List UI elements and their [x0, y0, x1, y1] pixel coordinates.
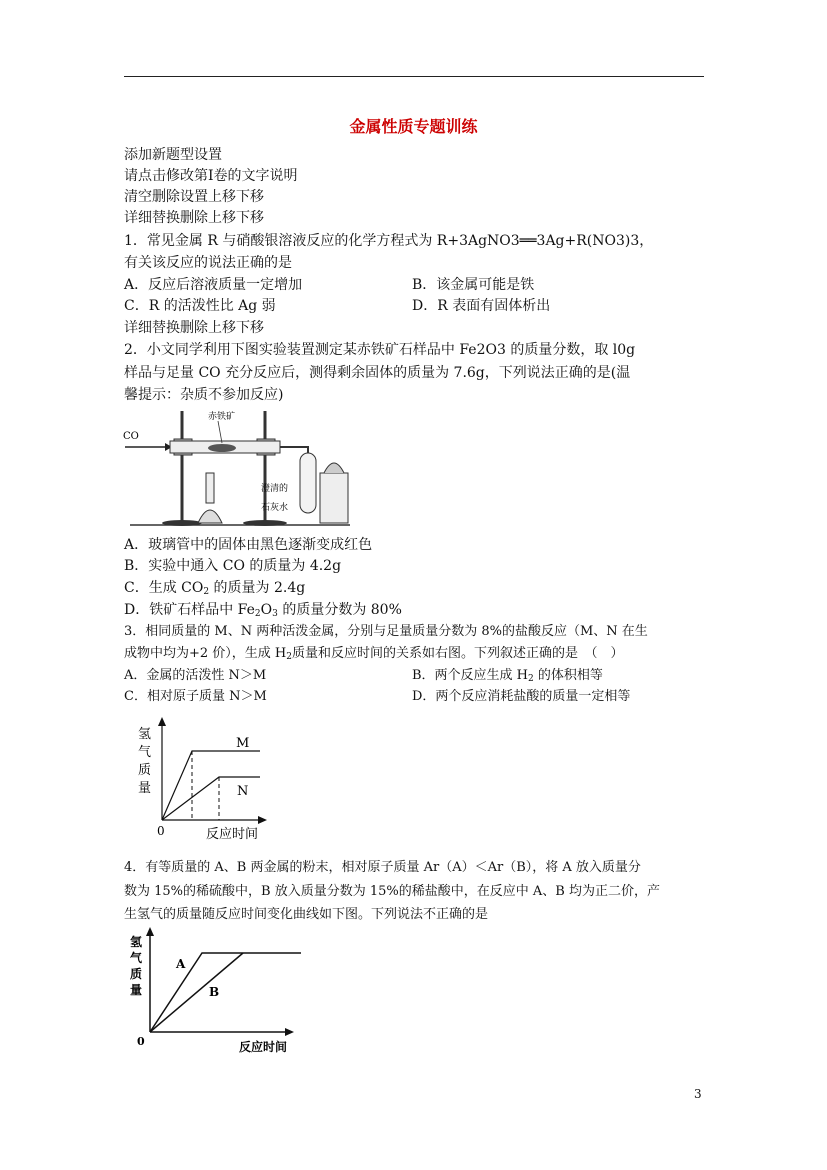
- q2-collector: [320, 473, 348, 523]
- q4-ylabel-1: 氢: [130, 935, 143, 949]
- q2-option-a: A．玻璃管中的固体由黑色逐渐变成红色: [124, 537, 373, 553]
- q1-stem-2: 有关该反应的说法正确的是: [124, 255, 292, 271]
- q4-origin: 0: [137, 1035, 145, 1048]
- q4-y-arrow: [146, 927, 154, 936]
- q4-x-arrow: [285, 1028, 294, 1036]
- q4-stem-3: 生氢气的质量随反应时间变化曲线如下图。下列说法不正确的是: [124, 907, 489, 922]
- q3-option-a: A．金属的活泼性 N＞M: [124, 668, 267, 683]
- q2-limewater-label-2: 石灰水: [261, 503, 289, 513]
- q3-label-n: N: [237, 784, 249, 799]
- q4-curve-a: [150, 953, 301, 1032]
- q2-option-b: B．实验中通入 CO 的质量为 4.2g: [124, 558, 342, 574]
- q3-hydrogen-graph: [130, 714, 280, 844]
- q4-label-b: B: [209, 985, 220, 999]
- q4-hydrogen-graph: [125, 924, 310, 1054]
- q3-option-c: C．相对原子质量 N＞M: [124, 689, 267, 704]
- q2-stem-1: 2．小文同学利用下图实验装置测定某赤铁矿石样品中 Fe2O3 的质量分数，取 l0g: [124, 342, 636, 358]
- q3-ylabel-1: 氢: [138, 727, 152, 742]
- page-title: 金属性质专题训练: [349, 117, 478, 136]
- q2-ore-label: 赤铁矿: [208, 412, 236, 422]
- ctrl-line-2: 详细替换删除上移下移: [124, 320, 264, 336]
- q3-option-d: D．两个反应消耗盐酸的质量一定相等: [412, 689, 631, 704]
- header-line-3: 清空删除设置上移下移: [124, 189, 264, 205]
- q2-collector-top: [324, 463, 344, 473]
- q4-xlabel: 反应时间: [239, 1040, 288, 1054]
- q3-stem-1: 3．相同质量的 M、N 两种活泼金属，分别与足量质量分数为 8%的盐酸反应（M、N 在生: [124, 624, 648, 639]
- q2-co-label: CO: [123, 431, 139, 442]
- q2-stem-3: 馨提示：杂质不参加反应): [124, 387, 284, 403]
- q3-ylabel-3: 质: [138, 763, 152, 778]
- q2-stem-2: 样品与足量 CO 充分反应后，测得剩余固体的质量为 7.6g，下列说法正确的是(温: [124, 365, 631, 381]
- q2-test-tube: [300, 453, 316, 513]
- q3-label-m: M: [236, 736, 250, 751]
- q3-origin: 0: [157, 824, 165, 838]
- q1-option-a: A．反应后溶液质量一定增加: [124, 277, 303, 293]
- q2-alcohol-lamp: [198, 510, 222, 523]
- q1-stem-1: 1．常见金属 R 与硝酸银溶液反应的化学方程式为 R+3AgNO3══3Ag+R(NO3)3，: [124, 233, 654, 249]
- q2-option-c: C．生成 $CO_2$ 的质量为 2.4g: [124, 580, 306, 597]
- q4-stem-2: 数为 15%的稀硫酸中，B 放入质量分数为 15%的稀盐酸中，在反应中 A、B 均为正二价，产: [124, 884, 660, 899]
- q4-ylabel-4: 量: [130, 983, 143, 997]
- q3-stem-2: 成物中均为+2 价），生成 $H_2$质量和反应时间的关系如右图。下列叙述正确的是 （ ）: [124, 646, 624, 662]
- q1-option-c: C．R 的活泼性比 Ag 弱: [124, 298, 276, 314]
- q4-ylabel-3: 质: [130, 967, 143, 981]
- q1-option-d: D．R 表面有固体析出: [412, 298, 551, 314]
- q2-lamp-wick: [206, 473, 214, 503]
- header-line-4: 详细替换删除上移下移: [124, 210, 264, 226]
- q2-limewater-label-1: 澄清的: [261, 484, 289, 494]
- q3-y-arrow: [158, 717, 166, 726]
- header-rule: [124, 76, 704, 77]
- q2-option-d: D．铁矿石样品中 $Fe_2O_3$ 的质量分数为 80%: [124, 602, 402, 619]
- q3-ylabel-4: 量: [138, 781, 152, 796]
- page-number: 3: [694, 1087, 702, 1101]
- q3-xlabel: 反应时间: [206, 827, 259, 842]
- q2-ore-pointer: [218, 421, 222, 443]
- q3-option-b: B．两个反应生成 $H_2$ 的体积相等: [412, 668, 603, 684]
- header-line-2: 请点击修改第Ⅰ卷的文字说明: [124, 168, 298, 184]
- q4-ylabel-2: 气: [130, 951, 143, 965]
- q4-stem-1: 4．有等质量的 A、B 两金属的粉末，相对原子质量 Ar（A）＜Ar（B），将 A 放入质量分: [124, 860, 641, 875]
- header-line-1: 添加新题型设置: [124, 147, 222, 163]
- q2-ore-sample: [208, 444, 236, 452]
- q4-curve-b: [150, 953, 243, 1032]
- q2-apparatus-figure: [120, 405, 360, 530]
- q4-label-a: A: [176, 957, 186, 971]
- q3-x-arrow: [258, 816, 267, 824]
- q3-ylabel-2: 气: [138, 745, 152, 760]
- q1-option-b: B．该金属可能是铁: [412, 277, 535, 293]
